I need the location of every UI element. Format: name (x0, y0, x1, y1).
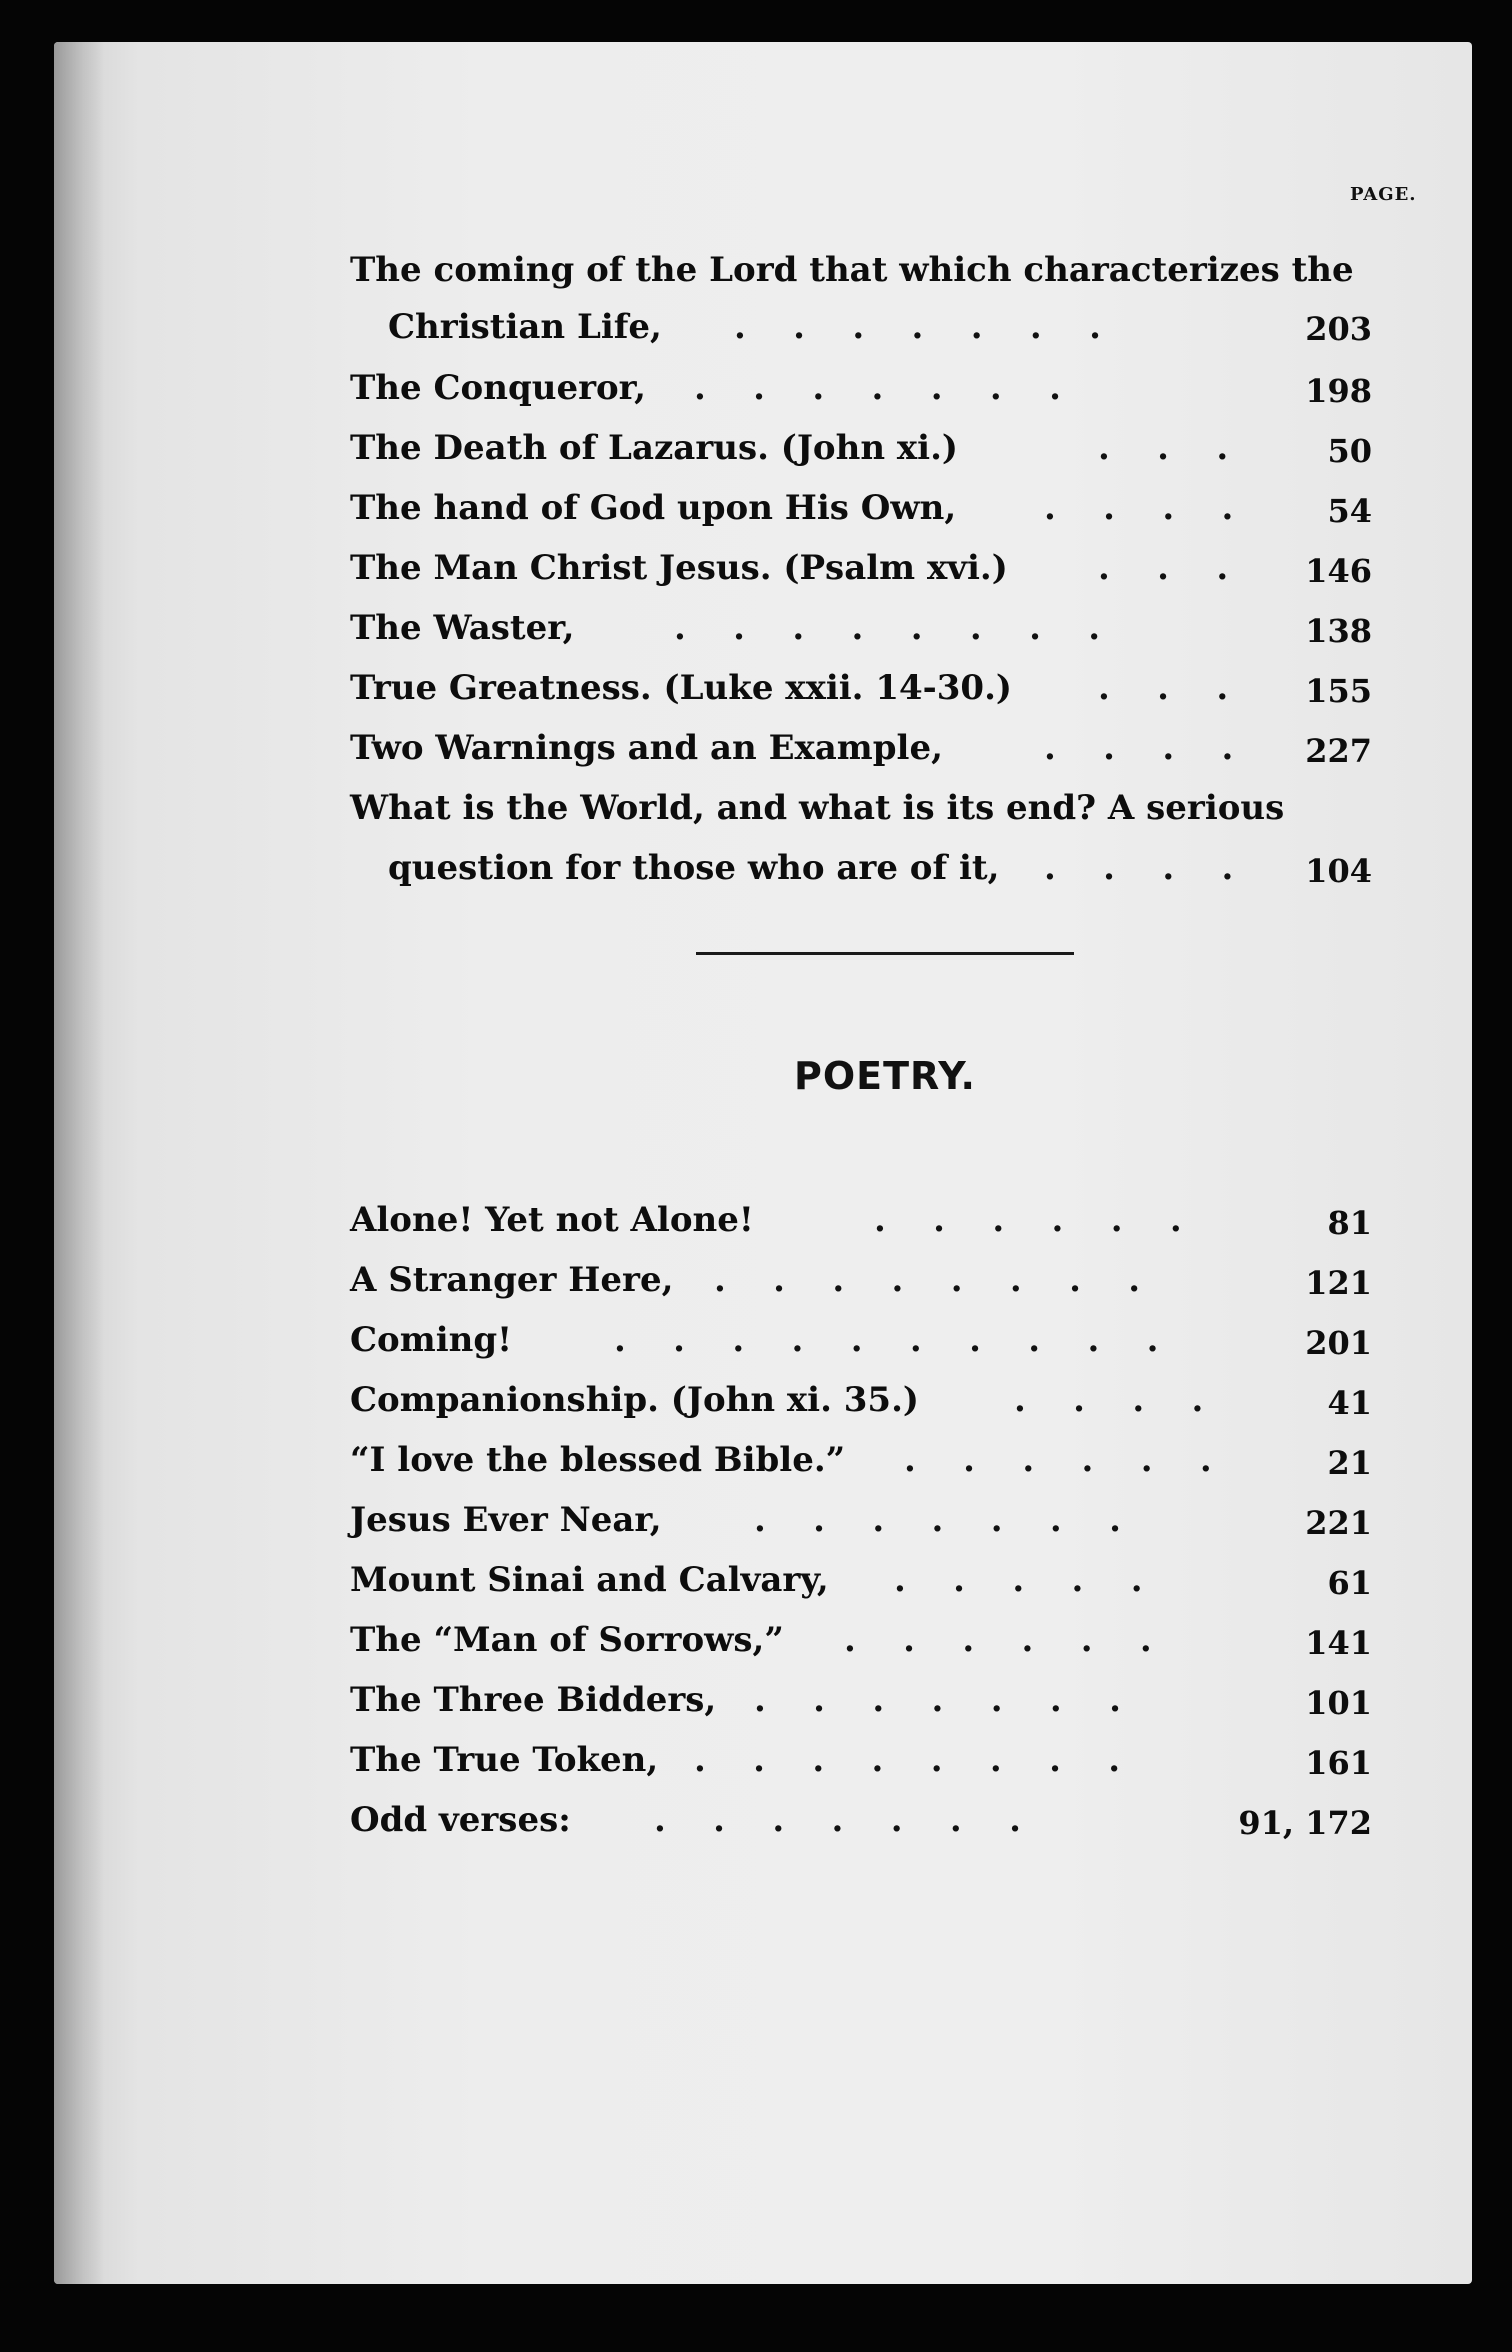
poetry-page-number: 61 (1327, 1564, 1372, 1602)
leader-dots: . . . . (1014, 1380, 1204, 1420)
toc-page-number: 155 (1305, 672, 1372, 710)
poetry-entry-title: The “Man of Sorrows,” (350, 1620, 784, 1660)
leader-dots: . . . . . . . (754, 1500, 1121, 1540)
leader-dots: . . . . . . . (654, 1800, 1021, 1840)
leader-dots: . . . (1098, 428, 1229, 468)
toc-page-number: 104 (1305, 852, 1372, 890)
toc-entry-title: Two Warnings and an Example, (350, 728, 943, 768)
leader-dots: . . . . . . (874, 1200, 1182, 1240)
poetry-entry-title: Alone! Yet not Alone! (350, 1200, 754, 1240)
leader-dots: . . . . . . . . (674, 608, 1101, 648)
toc-entry-title-continued: question for those who are of it, (388, 848, 1000, 888)
poetry-page-number: 141 (1305, 1624, 1372, 1662)
toc-page-number: 198 (1305, 372, 1372, 410)
poetry-entry-title: “I love the blessed Bible.” (350, 1440, 846, 1480)
leader-dots: . . . . (1044, 848, 1234, 888)
leader-dots: . . . . . . . . . . (614, 1320, 1159, 1360)
leader-dots: . . . . . . . (754, 1680, 1121, 1720)
poetry-entry-title: Mount Sinai and Calvary, (350, 1560, 829, 1600)
poetry-page-number: 21 (1327, 1444, 1372, 1482)
leader-dots: . . . . . . . . (714, 1260, 1141, 1300)
leader-dots: . . . . . . (904, 1440, 1212, 1480)
leader-dots: . . . (1098, 668, 1229, 708)
toc-entry-title: The Man Christ Jesus. (Psalm xvi.) (350, 548, 1008, 588)
toc-page-number: 50 (1327, 432, 1372, 470)
poetry-page-number: 101 (1305, 1684, 1372, 1722)
leader-dots: . . . . . (894, 1560, 1143, 1600)
toc-entry-title: The Waster, (350, 608, 575, 648)
toc-entry-title: The Death of Lazarus. (John xi.) (350, 428, 958, 468)
poetry-page-number: 161 (1305, 1744, 1372, 1782)
poetry-page-number: 121 (1305, 1264, 1372, 1302)
toc-page-number: 54 (1327, 492, 1372, 530)
toc-entry-title-continued: Christian Life, (388, 307, 662, 347)
leader-dots: . . . . (1044, 488, 1234, 528)
poetry-entry-title: A Stranger Here, (350, 1260, 674, 1300)
toc-entry-title: What is the World, and what is its end? A serious (350, 788, 1285, 828)
poetry-entry-title: Coming! (350, 1320, 513, 1360)
toc-entry-title: The coming of the Lord that which characterizes the (350, 250, 1354, 290)
toc-entry-title: The hand of God upon His Own, (350, 488, 957, 528)
poetry-entry-title: The True Token, (350, 1740, 659, 1780)
book-page (54, 42, 1472, 2284)
section-divider (696, 952, 1074, 955)
toc-page-number: 146 (1305, 552, 1372, 590)
leader-dots: . . . . . . . (694, 368, 1061, 408)
poetry-heading: POETRY. (794, 1054, 976, 1098)
poetry-entry-title: Jesus Ever Near, (350, 1500, 662, 1540)
poetry-entry-title: Companionship. (John xi. 35.) (350, 1380, 920, 1420)
poetry-page-number: 221 (1305, 1504, 1372, 1542)
poetry-page-number: 91, 172 (1238, 1804, 1372, 1842)
leader-dots: . . . . (1044, 728, 1234, 768)
leader-dots: . . . (1098, 548, 1229, 588)
toc-entry-title: True Greatness. (Luke xxii. 14-30.) (350, 668, 1013, 708)
toc-page-number: 203 (1305, 310, 1372, 348)
poetry-entry-title: The Three Bidders, (350, 1680, 717, 1720)
toc-page-number: 138 (1305, 612, 1372, 650)
leader-dots: . . . . . . . . (694, 1740, 1121, 1780)
leader-dots: . . . . . . . (734, 307, 1101, 347)
page-column-header: PAGE. (1350, 184, 1417, 205)
poetry-page-number: 81 (1327, 1204, 1372, 1242)
page-edge-shadow (54, 42, 104, 2284)
toc-entry-title: The Conqueror, (350, 368, 646, 408)
leader-dots: . . . . . . (844, 1620, 1152, 1660)
toc-page-number: 227 (1305, 732, 1372, 770)
poetry-page-number: 41 (1327, 1384, 1372, 1422)
poetry-page-number: 201 (1305, 1324, 1372, 1362)
poetry-entry-title: Odd verses: (350, 1800, 571, 1840)
